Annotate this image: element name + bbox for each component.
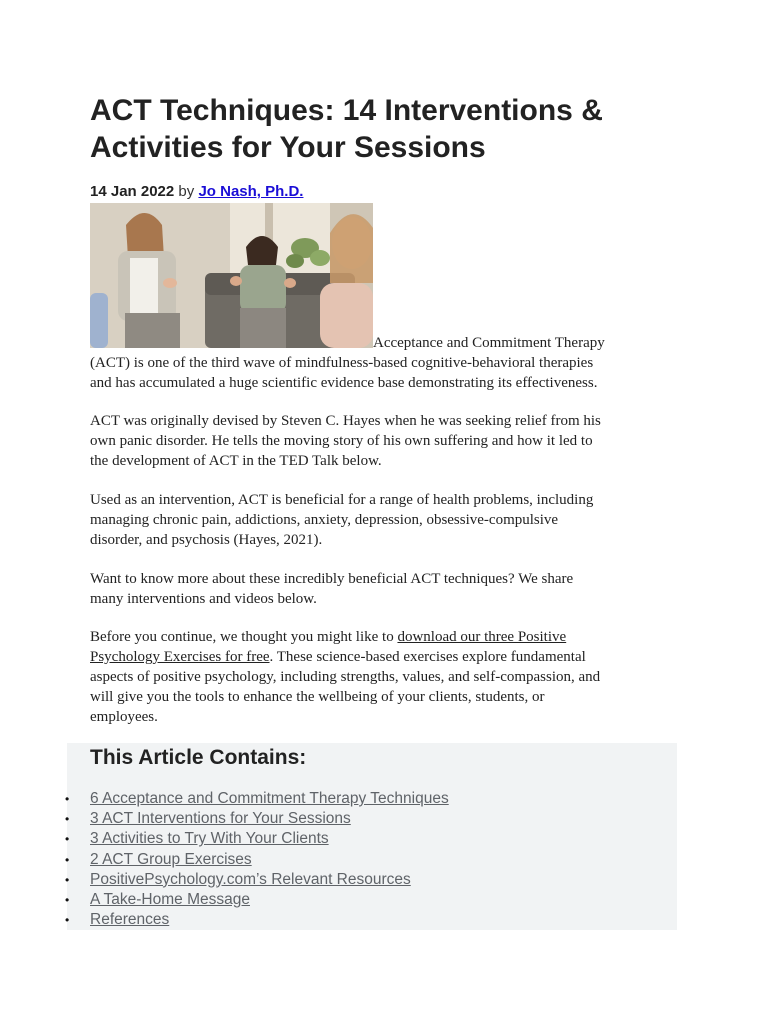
- table-of-contents: [67, 743, 677, 930]
- paragraph-line: ACT was originally devised by Steven C. Hayes when he was seeking relief from his: [90, 413, 601, 429]
- toc-link-activities[interactable]: 3 Activities to Try With Your Clients: [90, 830, 329, 848]
- cta-rest: . These science-based exercises explore fundamental: [269, 649, 586, 665]
- paragraph-line: and has accumulated a huge scientific evidence base demonstrating its effectiveness.: [90, 375, 598, 391]
- paragraph-line: disorder, and psychosis (Hayes, 2021).: [90, 532, 323, 548]
- bullet-icon: •: [65, 812, 70, 827]
- hero-photo-therapy-session: [90, 203, 373, 348]
- paragraph-line: aspects of positive psychology, including strengths, values, and self-compassion, and: [90, 669, 601, 685]
- paragraph-hayes: [90, 411, 680, 471]
- article-title: ACT Techniques: 14 Interventions & Activities for Your Sessions: [90, 94, 603, 164]
- paragraph-line: employees.: [90, 709, 158, 725]
- bullet-icon: •: [65, 872, 70, 887]
- paragraph-line: Used as an intervention, ACT is beneficial for a range of health problems, including: [90, 492, 594, 508]
- paragraph-line: Want to know more about these incredibly beneficial ACT techniques? We share: [90, 571, 574, 587]
- bullet-icon: •: [65, 852, 70, 867]
- paragraph-benefits: [90, 490, 680, 550]
- intro-paragraph: [90, 353, 680, 393]
- cta-prefix: Before you continue, we thought you might like to: [90, 629, 398, 645]
- bullet-icon: •: [65, 892, 70, 907]
- paragraph-want-to-know: [90, 569, 680, 609]
- paragraph-line: managing chronic pain, addictions, anxiety, depression, obsessive-compulsive: [90, 512, 559, 528]
- download-exercises-link[interactable]: download our three Positive: [397, 629, 567, 645]
- paragraph-line: [90, 627, 680, 647]
- toc-heading: This Article Contains:: [90, 746, 307, 769]
- paragraph-line: will give you the tools to enhance the wellbeing of your clients, students, or: [90, 689, 545, 705]
- toc-link-resources[interactable]: PositivePsychology.com’s Relevant Resources: [90, 870, 411, 888]
- bullet-icon: •: [65, 913, 70, 928]
- intro-first-line: Acceptance and Commitment Therapy: [373, 335, 605, 351]
- paragraph-line: own panic disorder. He tells the moving story of his own suffering and how it led to: [90, 433, 593, 449]
- paragraph-line: the development of ACT in the TED Talk below.: [90, 453, 382, 469]
- toc-link-techniques[interactable]: 6 Acceptance and Commitment Therapy Techniques: [90, 790, 449, 807]
- toc-link-group-exercises[interactable]: 2 ACT Group Exercises: [90, 850, 252, 868]
- paragraph-line: [90, 647, 680, 667]
- byline: [90, 183, 303, 201]
- toc-link-take-home[interactable]: A Take-Home Message: [90, 890, 250, 908]
- author-link[interactable]: Jo Nash, Ph.D.: [198, 183, 304, 200]
- paragraph-line: (ACT) is one of the third wave of mindfulness-based cognitive-behavioral therapies: [90, 355, 594, 371]
- toc-link-references[interactable]: References: [90, 911, 170, 929]
- toc-link-interventions[interactable]: 3 ACT Interventions for Your Sessions: [90, 810, 351, 828]
- paragraph-download-cta: [90, 627, 680, 727]
- bullet-icon: •: [65, 832, 70, 847]
- paragraph-line: many interventions and videos below.: [90, 591, 317, 607]
- publish-date: 14 Jan 2022: [90, 183, 175, 200]
- download-exercises-link-cont[interactable]: Psychology Exercises for free: [90, 649, 270, 665]
- bullet-icon: •: [65, 792, 70, 806]
- byline-by: by: [178, 183, 195, 200]
